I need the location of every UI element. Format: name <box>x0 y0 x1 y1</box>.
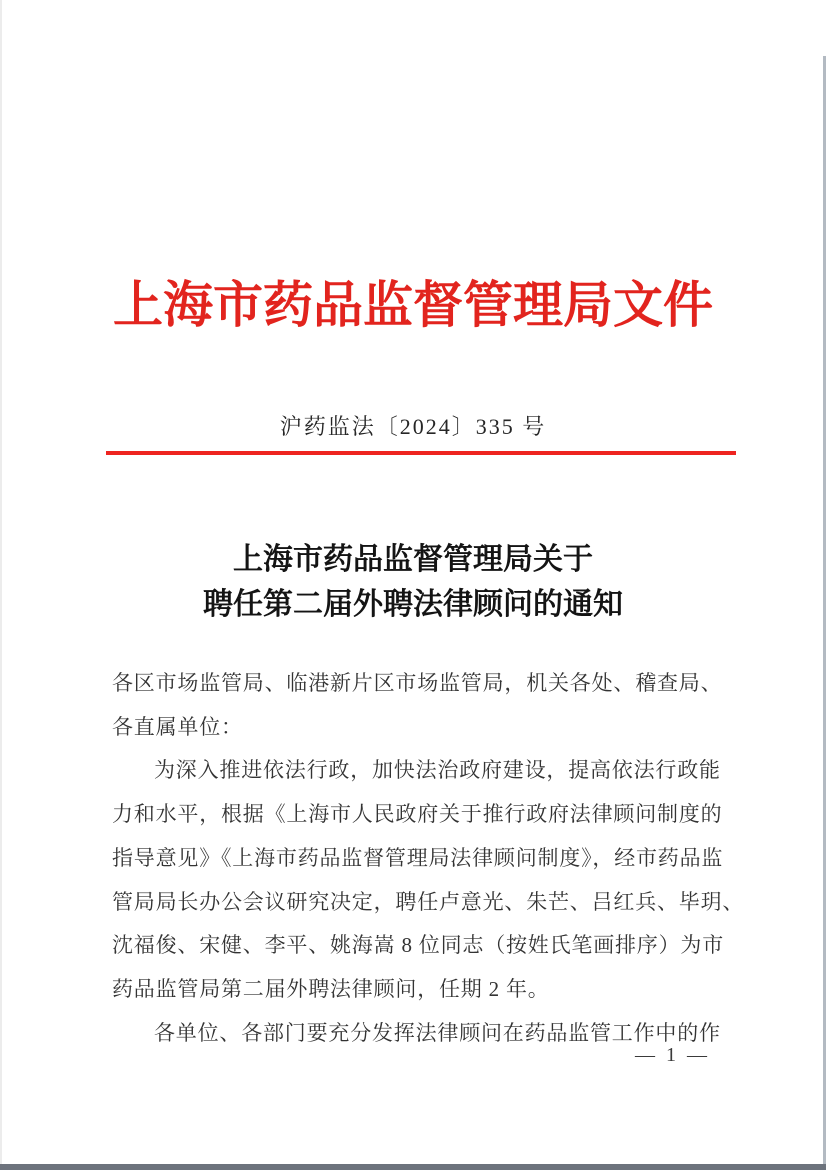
scan-edge-bottom <box>0 1164 826 1170</box>
notice-title-line2: 聘任第二届外聘法律顾问的通知 <box>203 588 623 621</box>
body-line: 沈福俊、宋健、李平、姚海嵩 8 位同志（按姓氏笔画排序）为市 <box>112 933 724 958</box>
body-line: 各单位、各部门要充分发挥法律顾问在药品监管工作中的作 <box>154 1020 721 1045</box>
body-line: 管局局长办公会议研究决定，聘任卢意光、朱芒、吕红兵、毕玥、 <box>112 889 745 914</box>
document-body <box>112 662 744 1055</box>
agency-letterhead: 上海市药品监督管理局文件 <box>113 277 713 333</box>
body-line: 指导意见》《上海市药品监督管理局法律顾问制度》，经市药品监 <box>112 845 724 870</box>
notice-title <box>0 537 826 627</box>
body-line: 为深入推进依法行政，加快法治政府建设，提高依法行政能 <box>154 758 721 783</box>
body-line: 各区市场监管局、临港新片区市场监管局，机关各处、稽查局、 <box>112 671 723 695</box>
document-number: 沪药监法〔2024〕335 号 <box>279 414 547 439</box>
notice-title-line1: 上海市药品监督管理局关于 <box>233 543 593 576</box>
page-number: — 1 — <box>635 1044 710 1066</box>
red-divider-line <box>106 451 736 455</box>
body-line: 药品监管局第二届外聘法律顾问，任期 2 年。 <box>112 976 550 1001</box>
body-line: 力和水平，根据《上海市人民政府关于推行政府法律顾问制度的 <box>112 802 723 827</box>
body-line: 各直属单位： <box>112 714 243 739</box>
